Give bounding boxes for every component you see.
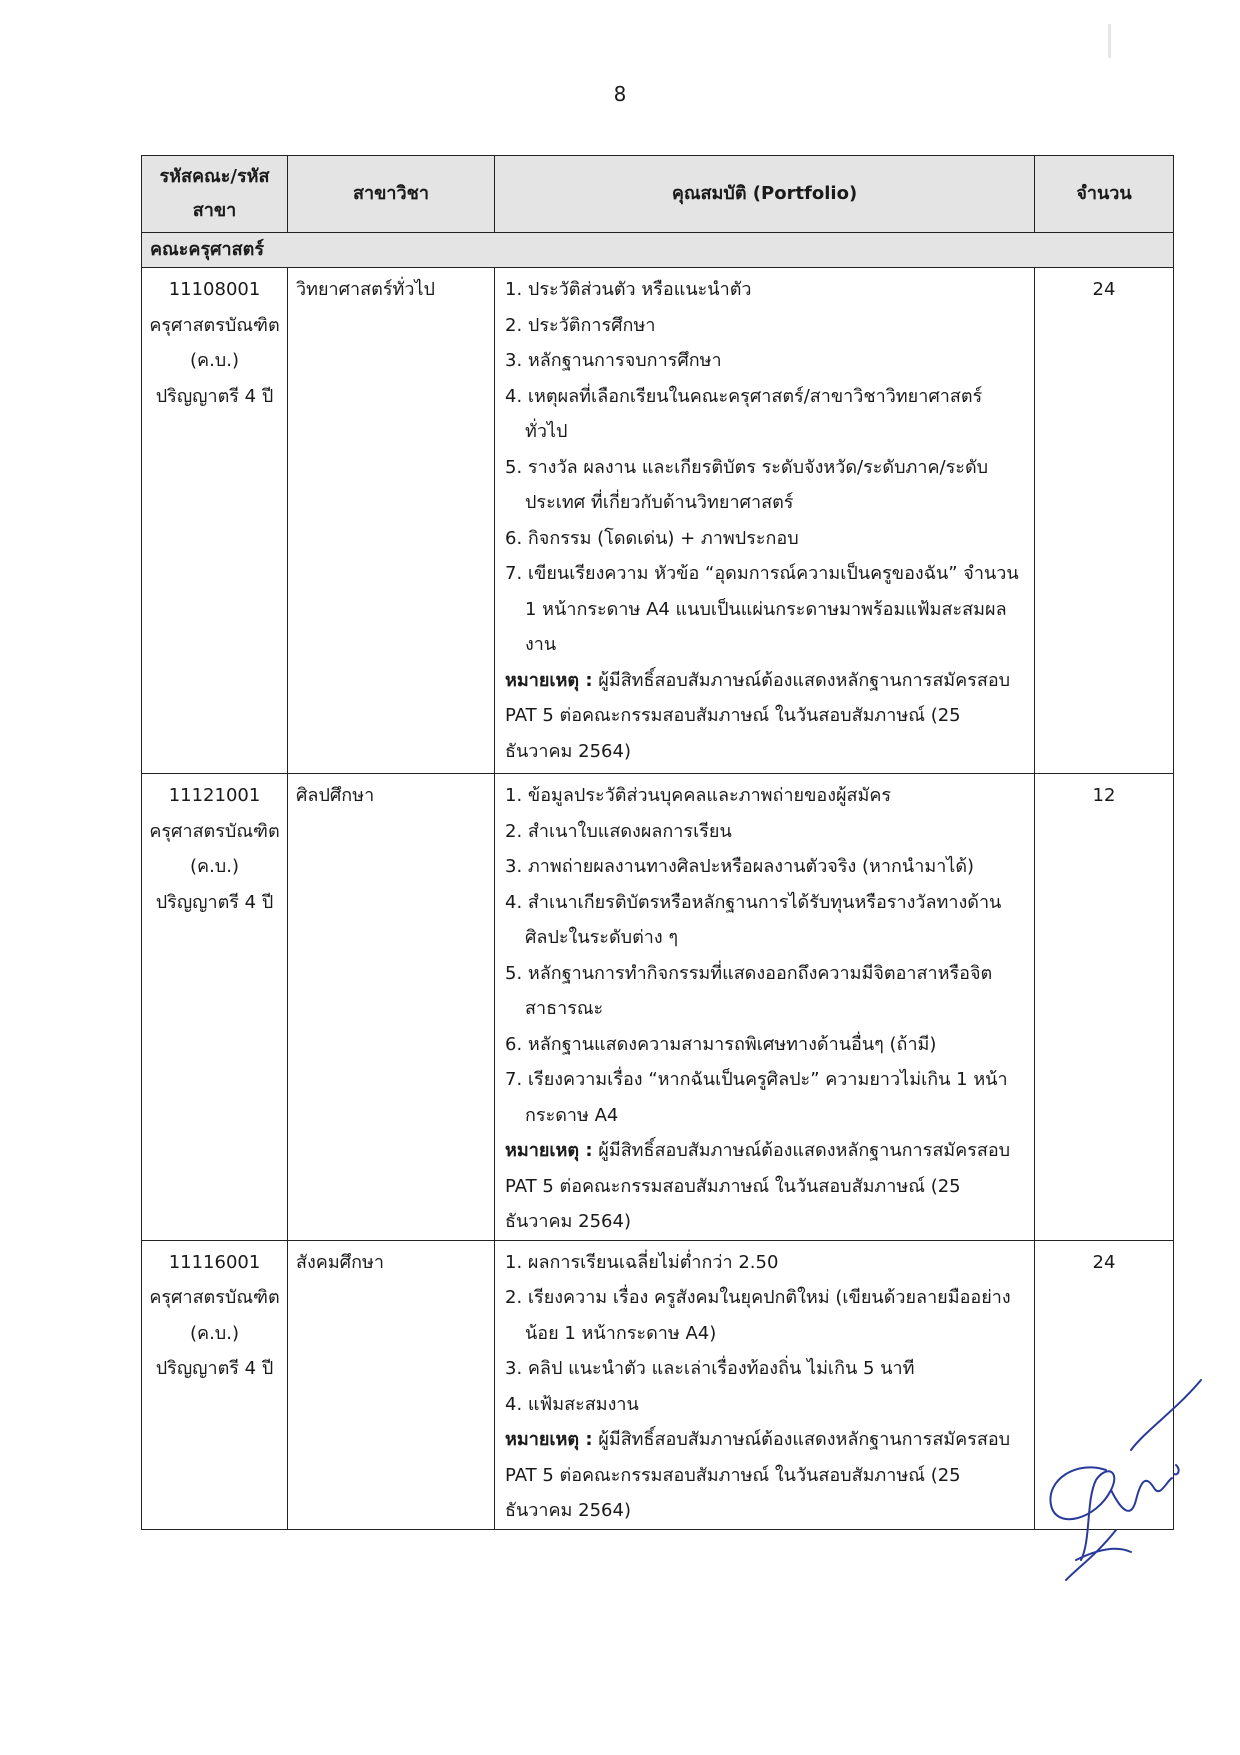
list-item: 6. กิจกรรม (โดดเด่น) + ภาพประกอบ [505,527,799,549]
table-row [142,774,1174,1241]
code-cell [142,268,288,774]
header-qualifications: คุณสมบัติ (Portfolio) [495,156,1035,233]
seat-count: 12 [1035,774,1174,1241]
note-text: ผู้มีสิทธิ์สอบสัมภาษณ์ต้องแสดงหลักฐานการสมัครสอบ PAT 5 ต่อคณะกรรมสอบสัมภาษณ์ ในวันสอบสัมภาษณ์ (25 ธันวาคม 2564) [505,1429,1011,1521]
major-name: สังคมศึกษา [288,1240,495,1529]
list-item: 6. หลักฐานแสดงความสามารถพิเศษทางด้านอื่นๆ (ถ้ามี) [505,1033,937,1055]
seat-count: 24 [1035,268,1174,774]
program-code: 11108001 [168,279,261,300]
list-item: 4. เหตุผลที่เลือกเรียนในคณะครุศาสตร์/สาขาวิชาวิทยาศาสตร์ทั่วไป [505,385,983,442]
page-number: 8 [613,82,627,106]
program-length: ปริญญาตรี 4 ปี [155,891,274,913]
code-cell [142,1240,288,1529]
degree-abbr: (ค.บ.) [190,856,239,877]
faculty-row [142,233,1174,268]
list-item: 4. สำเนาเกียรติบัตรหรือหลักฐานการได้รับทุนหรือรางวัลทางด้านศิลปะในระดับต่าง ๆ [505,891,1002,948]
degree-name: ครุศาสตรบัณฑิต [149,820,280,842]
qualification-list [505,1245,1024,1423]
table-row [142,1240,1174,1529]
list-item: 1. ประวัติส่วนตัว หรือแนะนำตัว [505,279,752,300]
list-item: 2. ประวัติการศึกษา [505,314,656,336]
major-name: วิทยาศาสตร์ทั่วไป [288,268,495,774]
note [505,1422,1024,1529]
note-label: หมายเหตุ : [505,1140,593,1161]
list-item: 3. คลิป แนะนำตัว และเล่าเรื่องท้องถิ่น ไม่เกิน 5 นาที [505,1358,915,1379]
degree-abbr: (ค.บ.) [190,350,239,371]
note [505,663,1024,770]
qualification-list [505,272,1024,663]
list-item: 2. สำเนาใบแสดงผลการเรียน [505,820,732,842]
header-major: สาขาวิชา [288,156,495,233]
program-length: ปริญญาตรี 4 ปี [155,385,274,407]
header-code: รหัสคณะ/รหัสสาขา [142,156,288,233]
qualifications-cell [495,1240,1035,1529]
code-cell [142,774,288,1241]
header-count: จำนวน [1035,156,1174,233]
list-item: 7. เรียงความเรื่อง “หากฉันเป็นครูศิลปะ” ความยาวไม่เกิน 1 หน้ากระดาษ A4 [505,1069,1008,1126]
list-item: 1. ผลการเรียนเฉลี่ยไม่ต่ำกว่า 2.50 [505,1251,779,1273]
program-length: ปริญญาตรี 4 ปี [155,1358,274,1379]
list-item: 1. ข้อมูลประวัติส่วนบุคคลและภาพถ่ายของผู้สมัคร [505,785,892,806]
list-item: 4. แฟ้มสะสมงาน [505,1393,639,1415]
faculty-name: คณะครุศาสตร์ [142,233,1174,268]
table-row [142,268,1174,774]
note-label: หมายเหตุ : [505,1429,593,1450]
note-text: ผู้มีสิทธิ์สอบสัมภาษณ์ต้องแสดงหลักฐานการสมัครสอบ PAT 5 ต่อคณะกรรมสอบสัมภาษณ์ ในวันสอบสัมภาษณ์ (25 ธันวาคม 2564) [505,669,1011,762]
degree-abbr: (ค.บ.) [190,1322,239,1344]
degree-name: ครุศาสตรบัณฑิต [149,314,280,336]
list-item: 7. เขียนเรียงความ หัวข้อ “อุดมการณ์ความเป็นครูของฉัน” จำนวน 1 หน้ากระดาษ A4 แนบเป็นแผ่นกระดาษมาพร้อมแฟ้มสะสมผลงาน [505,563,1019,655]
list-item: 3. ภาพถ่ายผลงานทางศิลปะหรือผลงานตัวจริง (หากนำมาได้) [505,856,975,877]
qualification-list [505,778,1024,1133]
list-item: 3. หลักฐานการจบการศึกษา [505,350,722,371]
major-name: ศิลปศึกษา [288,774,495,1241]
list-item: 5. หลักฐานการทำกิจกรรมที่แสดงออกถึงความมีจิตอาสาหรือจิตสาธารณะ [505,962,993,1019]
program-code: 11116001 [168,1251,261,1273]
qualifications-cell [495,268,1035,774]
admission-table [141,155,1174,1530]
seat-count: 24 [1035,1240,1174,1529]
handwritten-signature [1036,1370,1206,1590]
note-label: หมายเหตุ : [505,669,593,691]
qualifications-cell [495,774,1035,1241]
note [505,1133,1024,1240]
list-item: 5. รางวัล ผลงาน และเกียรติบัตร ระดับจังหวัด/ระดับภาค/ระดับประเทศ ที่เกี่ยวกับด้านวิทยาศาสตร์ [505,456,989,513]
scan-artifact [1108,24,1111,58]
degree-name: ครุศาสตรบัณฑิต [149,1287,280,1308]
program-code: 11121001 [168,785,261,806]
list-item: 2. เรียงความ เรื่อง ครูสังคมในยุคปกติใหม่ (เขียนด้วยลายมืออย่างน้อย 1 หน้ากระดาษ A4) [505,1287,1011,1344]
note-text: ผู้มีสิทธิ์สอบสัมภาษณ์ต้องแสดงหลักฐานการสมัครสอบ PAT 5 ต่อคณะกรรมสอบสัมภาษณ์ ในวันสอบสัมภาษณ์ (25 ธันวาคม 2564) [505,1140,1011,1232]
table-header-row [142,156,1174,233]
